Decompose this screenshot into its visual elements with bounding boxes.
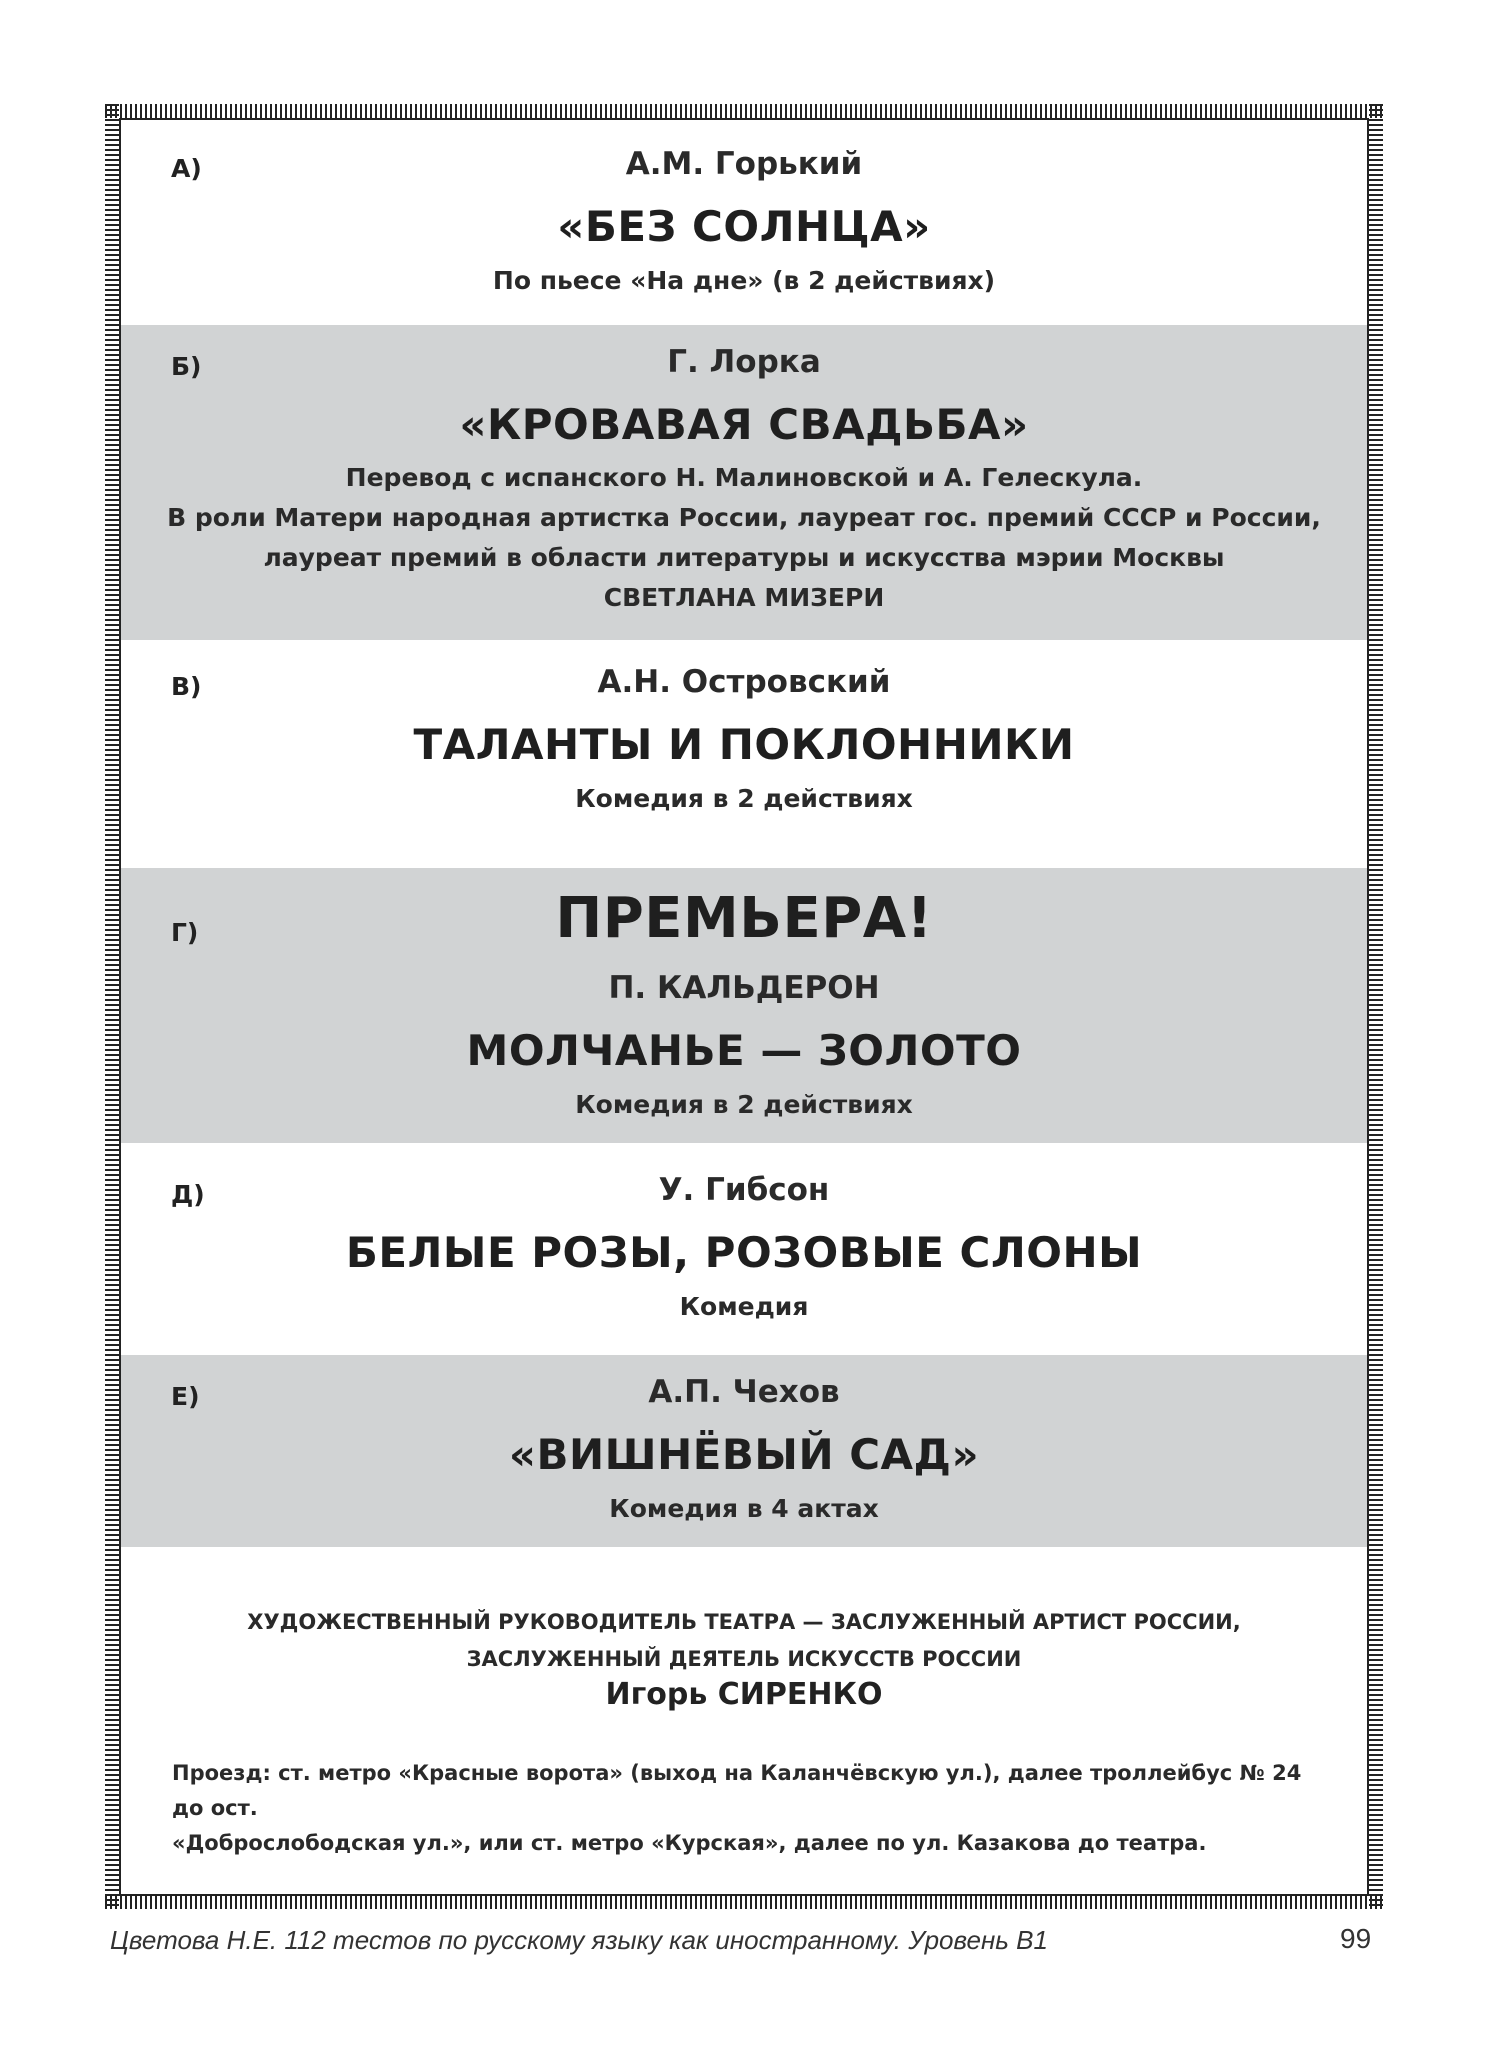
- play-letter: Е): [171, 1382, 200, 1411]
- play-letter: Б): [171, 352, 202, 381]
- play-author: А.П. Чехов: [648, 1374, 840, 1410]
- play-description-line: лауреат премий в области литературы и искусства мэрии Москвы: [263, 543, 1225, 572]
- play-title: ТАЛАНТЫ И ПОКЛОННИКИ: [413, 720, 1075, 769]
- play-subtitle: Комедия: [679, 1292, 809, 1321]
- play-subtitle: По пьесе «На дне» (в 2 действиях): [492, 266, 996, 295]
- frame-line-bottom: [119, 1894, 1369, 1896]
- play-title: «БЕЗ СОЛНЦА»: [557, 202, 931, 251]
- director-name: Игорь СИРЕНКО: [605, 1677, 883, 1712]
- directions-line: «Доброслободская ул.», или ст. метро «Курская», далее по ул. Казакова до театра.: [172, 1831, 1207, 1855]
- play-letter: Д): [171, 1180, 205, 1209]
- directions-line: Проезд: ст. метро «Красные ворота» (выход на Каланчёвскую ул.), далее троллейбус № 24 до ост.: [172, 1761, 1302, 1820]
- page-number: 99: [1340, 1923, 1372, 1954]
- play-description-line: Перевод с испанского Н. Малиновской и А. Гелескула.: [345, 463, 1143, 492]
- director-title-line: ЗАСЛУЖЕННЫЙ ДЕЯТЕЛЬ ИСКУССТВ РОССИИ: [466, 1647, 1022, 1671]
- play-v: [121, 640, 1367, 868]
- play-description-line: СВЕТЛАНА МИЗЕРИ: [603, 583, 885, 612]
- frame-hatch-bottom: [105, 1895, 1383, 1909]
- play-d: [121, 1143, 1367, 1355]
- play-letter: В): [171, 672, 202, 701]
- play-subtitle: Комедия в 2 действиях: [575, 1090, 913, 1119]
- play-subtitle: Комедия в 2 действиях: [575, 784, 913, 813]
- play-letter: Г): [171, 918, 199, 947]
- play-subtitle: Комедия в 4 актах: [609, 1494, 879, 1523]
- play-e: [121, 1355, 1367, 1547]
- play-author: А.Н. Островский: [597, 664, 891, 700]
- play-title: БЕЛЫЕ РОЗЫ, РОЗОВЫЕ СЛОНЫ: [345, 1228, 1143, 1277]
- play-b: [121, 325, 1367, 640]
- frame-hatch-left: [105, 104, 119, 1909]
- play-title: «КРОВАВАЯ СВАДЬБА»: [459, 400, 1029, 449]
- play-g: [121, 868, 1367, 1143]
- play-author: У. Гибсон: [658, 1172, 830, 1208]
- frame-line-right: [1367, 118, 1369, 1896]
- play-author: П. КАЛЬДЕРОН: [608, 970, 880, 1006]
- footer-citation: Цветова Н.Е. 112 тестов по русскому языку как иностранному. Уровень В1: [110, 1925, 1048, 1955]
- artistic-director: [121, 1610, 1367, 1712]
- premiere-banner: ПРЕМЬЕРА!: [555, 886, 933, 951]
- play-author: А.М. Горький: [625, 146, 863, 182]
- play-letter: А): [171, 154, 202, 183]
- play-description-line: В роли Матери народная артистка России, лауреат гос. премий СССР и России,: [167, 503, 1321, 532]
- play-title: «ВИШНЁВЫЙ САД»: [508, 1430, 980, 1479]
- play-author: Г. Лорка: [667, 344, 821, 380]
- director-title-line: ХУДОЖЕСТВЕННЫЙ РУКОВОДИТЕЛЬ ТЕАТРА — ЗАСЛУЖЕННЫЙ АРТИСТ РОССИИ,: [247, 1610, 1241, 1634]
- frame-hatch-top: [105, 104, 1383, 118]
- play-a: [121, 120, 1367, 325]
- frame-hatch-right: [1369, 104, 1383, 1909]
- play-title: МОЛЧАНЬЕ — ЗОЛОТО: [466, 1026, 1022, 1075]
- travel-directions: [172, 1756, 1322, 1861]
